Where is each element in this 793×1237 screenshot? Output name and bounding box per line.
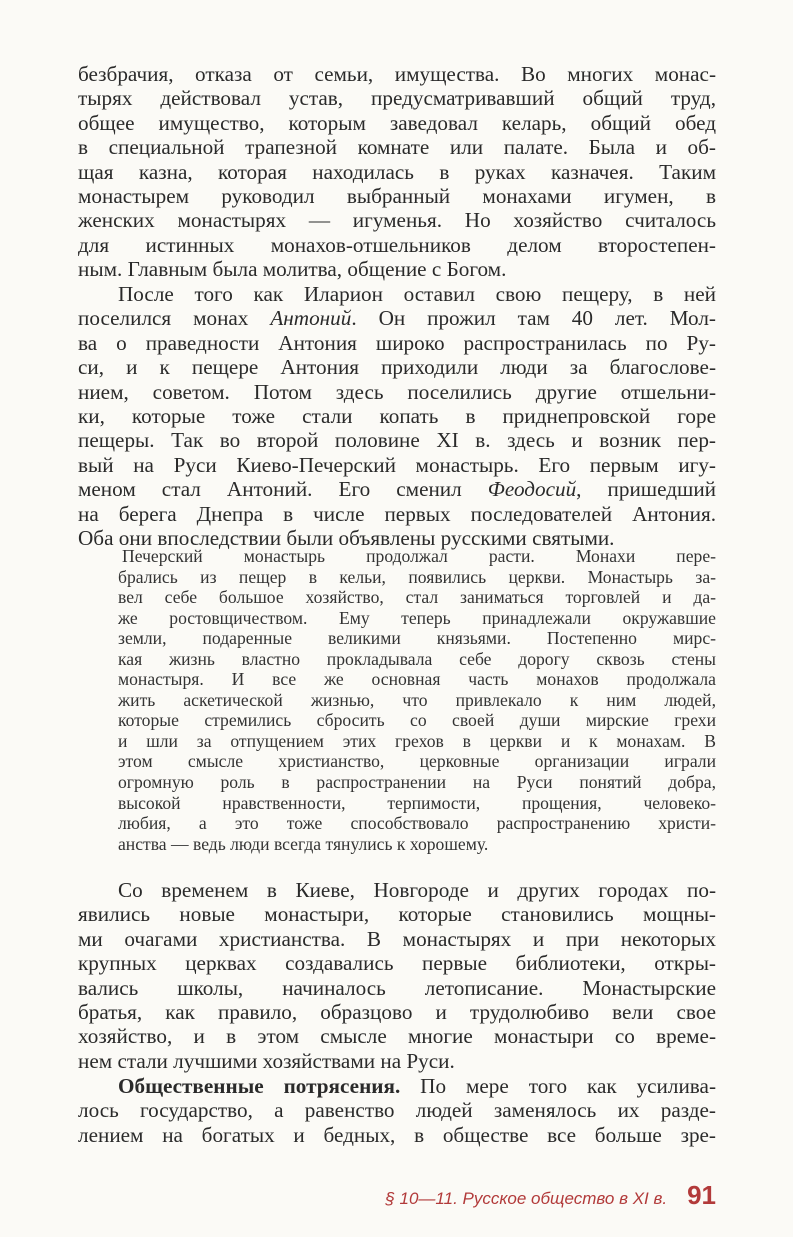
text-line: анства — ведь люди всегда тянулись к хорошему. (118, 833, 489, 854)
text-line: в специальной трапезной комнате или палате. Была и об- (78, 135, 716, 160)
text-line: хозяйство, и в этом смысле многие монастыри со време- (78, 1024, 716, 1049)
paragraph-social-upheavals (78, 1074, 716, 1147)
paragraph-monastery-rules (78, 62, 716, 282)
text-line: крупных церквах создавались первые библиотеки, откры- (78, 951, 716, 976)
text-line: ки, которые тоже стали копать в приднепровской горе (78, 404, 716, 429)
section-heading: Общественные потрясения. (118, 1074, 401, 1098)
text-line: лением на богатых и бедных, в обществе все больше зре- (78, 1122, 716, 1147)
text-run: По мере того как усилива- (400, 1074, 716, 1098)
text-line: женских монастырях — игуменья. Но хозяйство считалось (78, 208, 716, 233)
text-line: После того как Иларион оставил свою пещеру, в ней (118, 282, 716, 306)
text-run: меном стал Антоний. Его сменил (78, 477, 488, 502)
text-line (78, 306, 716, 330)
text-line: вел себе большое хозяйство, стал заниматься торговлей и да- (118, 587, 716, 608)
text-line: безбрачия, отказа от семьи, имущества. Во многих монас- (78, 62, 716, 86)
text-line: этом смысле христианство, церковные организации играли (118, 751, 716, 772)
text-line: кая жизнь властно прокладывала себе дорогу сквозь стены (118, 648, 716, 669)
paragraph-additional-reading (118, 546, 716, 854)
text-line: ным. Главным была молитва, общение с Богом. (78, 257, 507, 282)
text-line: и шли за отпущением этих грехов в церкви и к монахам. В (118, 730, 716, 751)
text-line: ва о праведности Антония широко распространилась по Ру- (78, 330, 716, 355)
text-run: , пришедший (576, 477, 717, 502)
text-line: для истинных монахов-отшельников делом второстепен- (78, 232, 716, 257)
text-line: братья, как правило, образцово и трудолюбиво вели свое (78, 1000, 716, 1025)
text-line: любия, а это тоже способствовало распространению христи- (118, 813, 716, 834)
text-line: которые стремились сбросить со своей души мирские грехи (118, 710, 716, 731)
text-line: щая казна, которая находилась в руках казначея. Таким (78, 159, 716, 184)
text-line: брались из пещер в кельи, появились церкви. Монастырь за- (118, 566, 716, 587)
text-line: монастырем руководил выбранный монахами игумен, в (78, 184, 716, 209)
text-line: тырях действовал устав, предусматривавший общий труд, (78, 86, 716, 111)
text-line: же ростовщичеством. Ему теперь принадлежали окружавшие (118, 607, 716, 628)
text-line: нием, советом. Потом здесь поселились другие отшельни- (78, 379, 716, 404)
text-line: огромную роль в распространении на Руси понятий добра, (118, 772, 716, 793)
text-line: Оба они впоследствии были объявлены русскими святыми. (78, 526, 615, 551)
text-line: лось государство, а равенство людей заменялось их разде- (78, 1098, 716, 1123)
text-line: вый на Руси Киево-Печерский монастырь. Его первым игу- (78, 452, 716, 477)
page-footer (300, 1180, 716, 1220)
text-line: высокой нравственности, терпимости, прощения, человеко- (118, 792, 716, 813)
text-line: земли, подаренные великими князьями. Постепенно мирс- (118, 628, 716, 649)
text-line: пещеры. Так во второй половине XI в. здесь и возник пер- (78, 428, 716, 453)
text-line: Печерский монастырь продолжал расти. Монахи пере- (122, 546, 716, 566)
text-line: монастыря. И все же основная часть монахов продолжала (118, 669, 716, 690)
paragraph-kiev-pechersk (78, 282, 716, 550)
text-line: нем стали лучшими хозяйствами на Руси. (78, 1048, 455, 1073)
text-line: явились новые монастыри, которые становились мощны- (78, 902, 716, 927)
page-number: 91 (687, 1180, 716, 1210)
name-antony: Антоний (270, 306, 352, 331)
paragraph-new-monasteries (78, 878, 716, 1073)
text-line: Со временем в Киеве, Новгороде и других городах по- (118, 878, 716, 902)
text-line: жить аскетической жизнью, что привлекало к ним людей, (118, 689, 716, 710)
text-run: поселился монах (78, 306, 271, 331)
text-line: си, и к пещере Антония приходили люди за благослове- (78, 355, 716, 380)
text-line (78, 1074, 716, 1098)
text-line: вались школы, начиналось летописание. Монастырские (78, 975, 716, 1000)
text-line (78, 477, 716, 501)
running-footer-title: § 10—11. Русское общество в XI в. (385, 1189, 668, 1208)
text-line: общее имущество, которым заведовал келарь, общий обед (78, 110, 716, 135)
text-line: на берега Днепра в числе первых последователей Антония. (78, 501, 716, 526)
text-run: . Он прожил там 40 лет. Мол- (351, 306, 716, 331)
name-feodosy: Феодосий (487, 477, 577, 502)
text-line: ми очагами христианства. В монастырях и при некоторых (78, 926, 716, 951)
